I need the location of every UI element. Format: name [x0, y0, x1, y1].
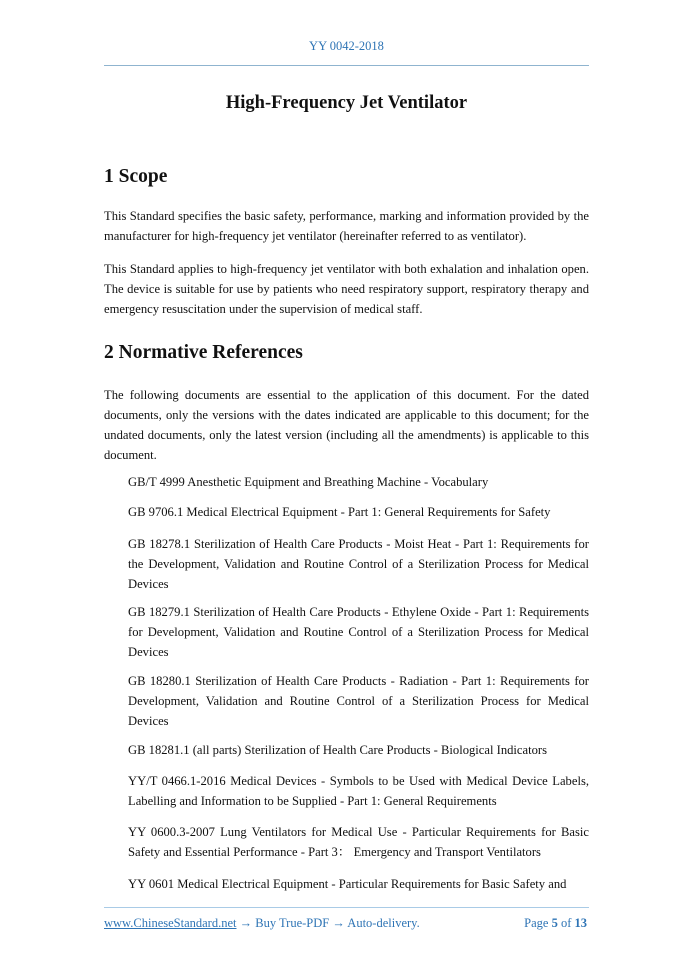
reference-item: YY/T 0466.1-2016 Medical Devices - Symbols to be Used with Medical Device Labels, Labelling and Information to be Supplied - Part 1: General Requirements: [128, 774, 589, 808]
footer-divider: [104, 907, 589, 908]
header-divider: [104, 65, 589, 66]
section-heading-scope: 1 Scope: [104, 166, 168, 187]
reference-item: GB 9706.1 Medical Electrical Equipment - Part 1: General Requirements for Safety: [128, 505, 551, 519]
footer-promo: [104, 916, 420, 931]
footer-promo-text: → Buy True-PDF → Auto-delivery.: [236, 916, 420, 930]
current-page: 5: [551, 916, 558, 930]
reference-item: GB/T 4999 Anesthetic Equipment and Breathing Machine - Vocabulary: [128, 475, 489, 489]
reference-item: GB 18280.1 Sterilization of Health Care Products - Radiation - Part 1: Requirements for Development, Validation and Routine Control of a Sterilization Process for Medical Devices: [128, 674, 589, 728]
chinesestandard-link[interactable]: www.ChineseStandard.net: [104, 916, 237, 930]
reference-item: YY 0601 Medical Electrical Equipment - Particular Requirements for Basic Safety and: [128, 877, 567, 891]
reference-item: GB 18279.1 Sterilization of Health Care Products - Ethylene Oxide - Part 1: Requirements for Development, Validation and Routine Control of a Sterilization Process for Medical Devices: [128, 605, 589, 659]
references-intro: The following documents are essential to the application of this document. For the dated documents, only the versions with the dates indicated are applicable to this document; for the undated documents, only the latest version (including all the amendments) is applicable to this document.: [104, 388, 589, 462]
reference-item: GB 18281.1 (all parts) Sterilization of Health Care Products - Biological Indicators: [128, 743, 547, 757]
page-label: Page: [524, 916, 549, 930]
reference-item: GB 18278.1 Sterilization of Health Care Products - Moist Heat - Part 1: Requirements for the Development, Validation and Routine Control of a Sterilization Process for Medical Devices: [128, 537, 589, 591]
reference-item: YY 0600.3-2007 Lung Ventilators for Medical Use - Particular Requirements for Basic Safety and Essential Performance - Part 3： Emergency and Transport Ventilators: [128, 825, 589, 859]
page-indicator: [524, 916, 587, 931]
of-label: of: [560, 916, 572, 930]
document-title: High-Frequency Jet Ventilator: [225, 93, 468, 113]
scope-paragraph-1: This Standard specifies the basic safety, performance, marking and information provided by the manufacturer for high-frequency jet ventilator (hereinafter referred to as ventilator).: [104, 209, 589, 243]
section-heading-normative-references: 2 Normative References: [104, 342, 303, 363]
total-pages: 13: [574, 916, 587, 930]
header-doc-code: YY 0042-2018: [309, 39, 384, 53]
scope-paragraph-2: This Standard applies to high-frequency jet ventilator with both exhalation and inhalation open. The device is suitable for use by patients who need respiratory support, respiratory therapy and emergency resuscitation under the supervision of medical staff.: [104, 262, 589, 316]
